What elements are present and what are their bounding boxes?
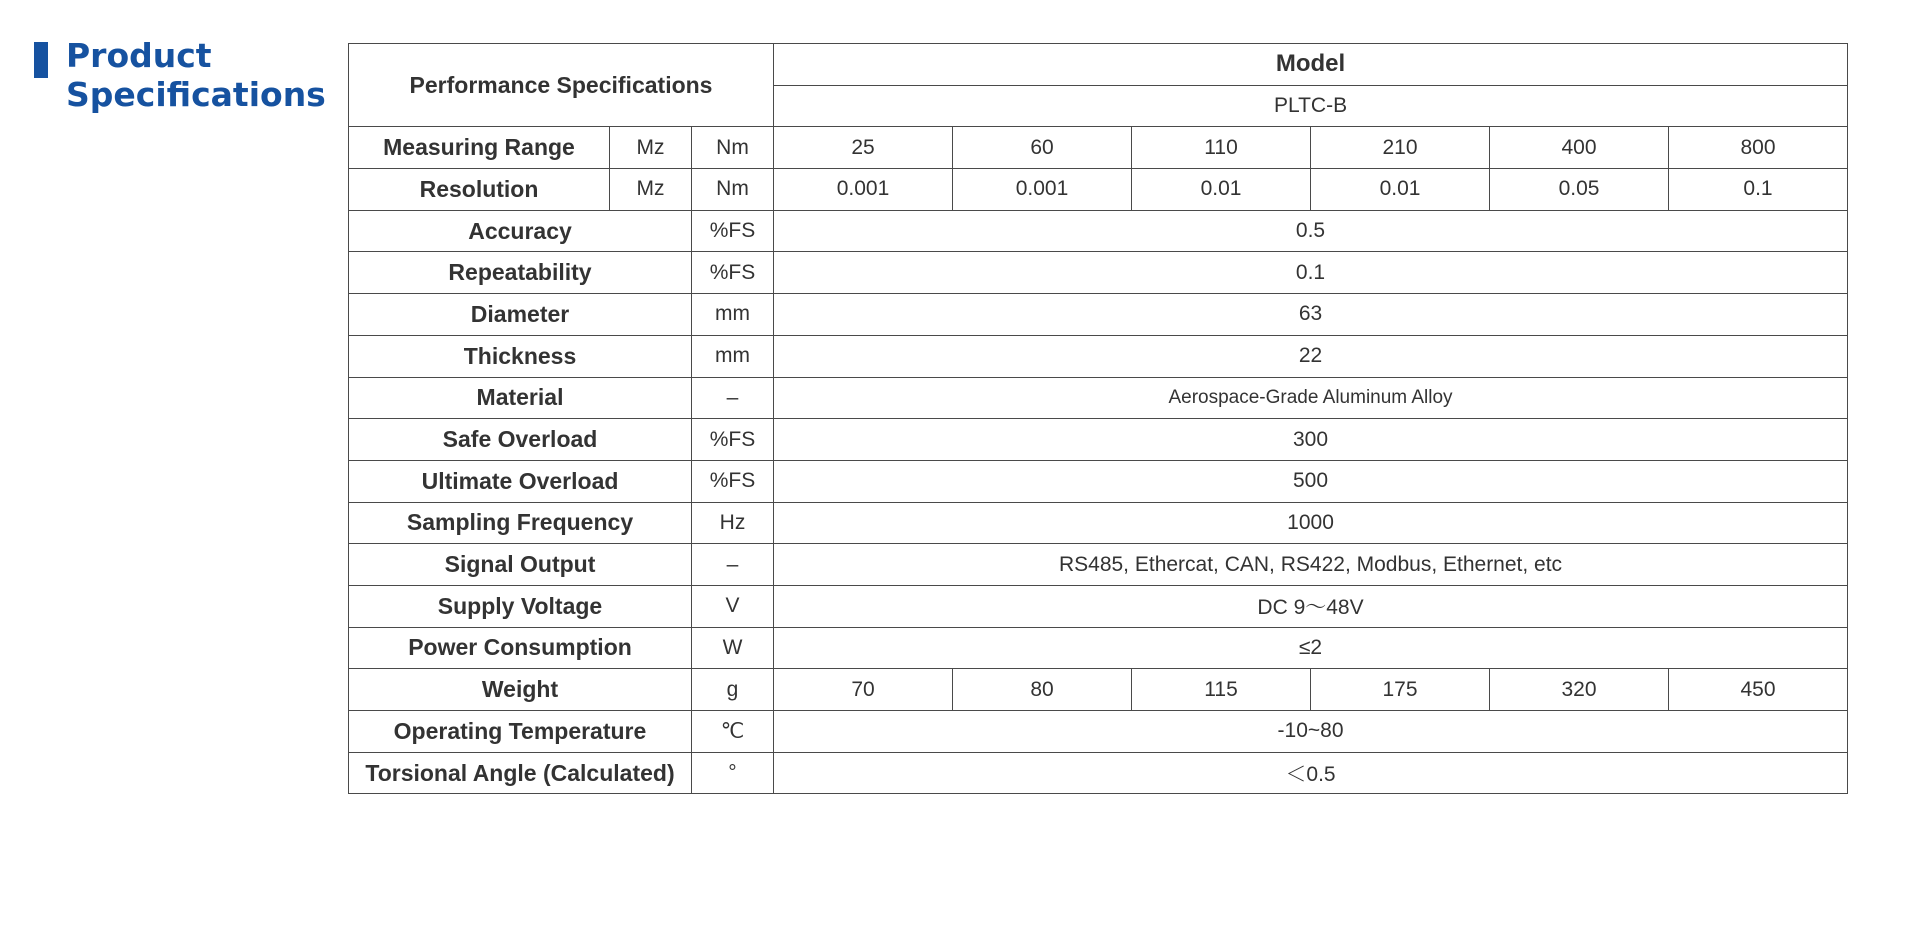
- axis-cell: Mz: [610, 127, 692, 169]
- unit-cell: °: [692, 752, 774, 794]
- value-cell: 210: [1311, 127, 1490, 169]
- unit-cell: Nm: [692, 127, 774, 169]
- heading-line-2: Specifications: [66, 75, 326, 114]
- table-row: [349, 210, 1848, 252]
- table-row: [349, 544, 1848, 586]
- unit-cell: Nm: [692, 169, 774, 211]
- unit-cell: %FS: [692, 460, 774, 502]
- table-row: [349, 711, 1848, 753]
- unit-cell: ℃: [692, 711, 774, 753]
- header-row-model: [349, 44, 1848, 86]
- row-label: Signal Output: [349, 544, 692, 586]
- value-cell: 320: [1490, 669, 1669, 711]
- value-cell: ＜0.5: [774, 752, 1848, 794]
- unit-cell: %FS: [692, 210, 774, 252]
- row-label: Torsional Angle (Calculated): [349, 752, 692, 794]
- table-row-weight: [349, 669, 1848, 711]
- axis-cell: Mz: [610, 169, 692, 211]
- value-cell: -10~80: [774, 711, 1848, 753]
- table-row: [349, 419, 1848, 461]
- table-row: [349, 252, 1848, 294]
- header-model: Model: [774, 44, 1848, 86]
- row-label: Operating Temperature: [349, 711, 692, 753]
- model-name-cell: PLTC-B: [774, 85, 1848, 127]
- unit-cell: –: [692, 544, 774, 586]
- row-label: Weight: [349, 669, 692, 711]
- value-cell: 115: [1132, 669, 1311, 711]
- unit-cell: %FS: [692, 252, 774, 294]
- value-cell: Aerospace-Grade Aluminum Alloy: [774, 377, 1848, 419]
- value-cell: 0.001: [953, 169, 1132, 211]
- table-row: [349, 502, 1848, 544]
- value-cell: 400: [1490, 127, 1669, 169]
- value-cell: 450: [1669, 669, 1848, 711]
- unit-cell: V: [692, 585, 774, 627]
- row-label: Thickness: [349, 335, 692, 377]
- table-row: [349, 585, 1848, 627]
- header-performance-specifications: Performance Specifications: [349, 44, 774, 127]
- value-cell: 0.1: [1669, 169, 1848, 211]
- heading-title: [66, 36, 346, 114]
- unit-cell: –: [692, 377, 774, 419]
- table-row: [349, 627, 1848, 669]
- row-label: Ultimate Overload: [349, 460, 692, 502]
- unit-cell: mm: [692, 335, 774, 377]
- row-label: Measuring Range: [349, 127, 610, 169]
- table-row: [349, 377, 1848, 419]
- value-cell: 0.05: [1490, 169, 1669, 211]
- value-cell: 80: [953, 669, 1132, 711]
- value-cell: 500: [774, 460, 1848, 502]
- value-cell: 300: [774, 419, 1848, 461]
- table-row-resolution: [349, 169, 1848, 211]
- row-label: Repeatability: [349, 252, 692, 294]
- unit-cell: %FS: [692, 419, 774, 461]
- value-cell: 25: [774, 127, 953, 169]
- heading-line-1: Product: [66, 36, 212, 75]
- row-label: Resolution: [349, 169, 610, 211]
- specifications-table: [348, 43, 1848, 794]
- value-cell: 0.1: [774, 252, 1848, 294]
- heading-accent-bar: [34, 42, 48, 78]
- table-row: [349, 752, 1848, 794]
- value-cell: 60: [953, 127, 1132, 169]
- unit-cell: W: [692, 627, 774, 669]
- value-cell: 110: [1132, 127, 1311, 169]
- table-row: [349, 335, 1848, 377]
- row-label: Material: [349, 377, 692, 419]
- value-cell: 0.01: [1311, 169, 1490, 211]
- table-row-measuring-range: [349, 127, 1848, 169]
- value-cell: 22: [774, 335, 1848, 377]
- value-cell: 1000: [774, 502, 1848, 544]
- value-cell: 0.5: [774, 210, 1848, 252]
- row-label: Power Consumption: [349, 627, 692, 669]
- unit-cell: mm: [692, 294, 774, 336]
- value-cell: 63: [774, 294, 1848, 336]
- row-label: Accuracy: [349, 210, 692, 252]
- value-cell: 800: [1669, 127, 1848, 169]
- row-label: Sampling Frequency: [349, 502, 692, 544]
- value-cell: RS485, Ethercat, CAN, RS422, Modbus, Ethernet, etc: [774, 544, 1848, 586]
- row-label: Supply Voltage: [349, 585, 692, 627]
- row-label: Safe Overload: [349, 419, 692, 461]
- value-cell: 0.001: [774, 169, 953, 211]
- unit-cell: Hz: [692, 502, 774, 544]
- value-cell: 0.01: [1132, 169, 1311, 211]
- value-cell: 175: [1311, 669, 1490, 711]
- value-cell: ≤2: [774, 627, 1848, 669]
- unit-cell: g: [692, 669, 774, 711]
- row-label: Diameter: [349, 294, 692, 336]
- value-cell: DC 9～48V: [774, 585, 1848, 627]
- table-row: [349, 294, 1848, 336]
- table-row: [349, 460, 1848, 502]
- value-cell: 70: [774, 669, 953, 711]
